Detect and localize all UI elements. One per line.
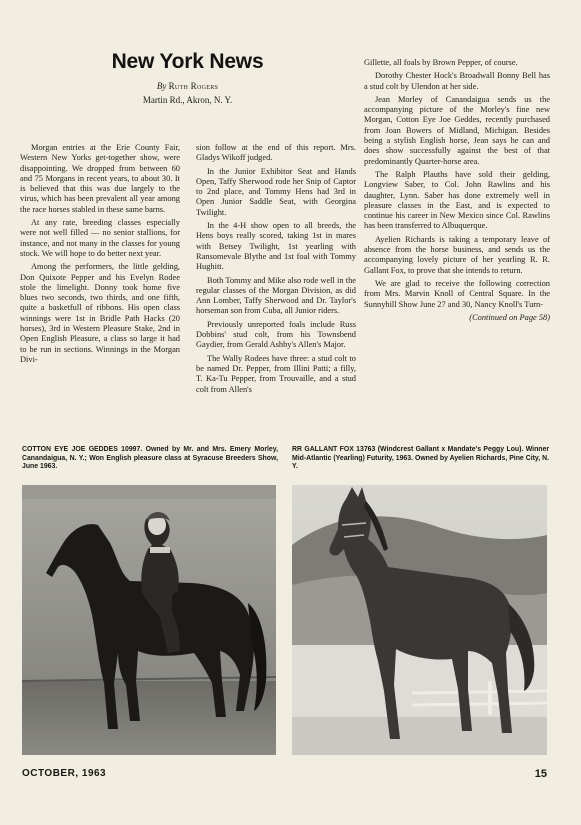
byline [20, 80, 355, 92]
issue-date: OCTOBER, 1963 [22, 768, 107, 779]
photo-caption-left: COTTON EYE JOE GEDDES 10997. Owned by Mr. and Mrs. Emery Morley, Canandaigua, N. Y.; Won English pleasure class at Syracuse Breeders Show, June 1963. [22, 446, 278, 471]
paragraph: Previously unreported foals include Russ Dobbins' stud colt, from his Townsbend Gaydier, from Gerald Ashby's Allen's Major. [196, 319, 356, 350]
continued-note: (Continued on Page 58) [469, 312, 550, 322]
paragraph: The Wally Rodees have three: a stud colt to be named Dr. Pepper, from Illini Patti; a filly, T. Ka-Tu Pepper, from Trouvaille, and a stud colt from Allen's [196, 353, 356, 394]
paragraph: Among the performers, the little gelding, Don Quixote Pepper and his Evelyn Rodee stole the limelight. Donny took home five blues two seconds, two thirds, and one fifth, quite a basketfull of ribbons. His open class winnings were 1st in Bridle Path Hacks (20 horses), 3rd in Western Pleasure Stake, 2nd in Open English Pleasure, a class so large it had to be run in sections. Winnings in the Morgan Divi- [20, 262, 180, 364]
horse-photo [292, 485, 547, 755]
paragraph: We are glad to receive the following correction from Mrs. Marvin Knoll of Central Square. In the Sunnyhill Show June 27 and 30, Nancy Knoll's Turn- [364, 278, 550, 309]
horse-rider-photo [22, 485, 276, 755]
article-header [20, 50, 355, 106]
paragraph: In the Junior Exhibitor Seat and Hands Open, Taffy Sherwood rode her Snip of Captor to 2nd place, and Tommy Hens had 3rd in Open Junior Saddle Seat, with Georgina Twilight. [196, 166, 356, 217]
page-number: 15 [534, 768, 547, 780]
author-address: Martin Rd., Akron, N. Y. [142, 95, 233, 105]
paragraph: Both Tommy and Mike also rode well in the regular classes of the Morgan Division, as did Ann Lomber, Taffy Sherwood and Dr. Taylor's horseman son from Cuba, all Junior riders. [196, 275, 356, 316]
text-column-1 [20, 143, 180, 368]
paragraph: Jean Morley of Canandaigua sends us the accompanying picture of the Morley's fine new Morgan, Cotton Eye Joe Geddes, recently purchased from Joan Bowers of Midland, Michigan. Besides being a stylish English horse, Jean says he can and does show successfully against the best of that predominantly Quarter-horse area. [364, 94, 550, 166]
paragraph: Ayelien Richards is taking a temporary leave of absence from the horse business, and sends us the accompanying lovely picture of her yearling R. R. Gallant Fox, to prove that she intends to return. [364, 234, 550, 275]
byline-prefix: By [156, 81, 167, 91]
paragraph: The Ralph Plauths have sold their gelding, Longview Saber, to Col. John Rawlins and his daughter, Lynn. Saber has done extremely well in pleasure classes in the East, and is expected to continue his career in New Mexico since Col. Rawlins has been transferred to Albuquerque. [364, 169, 550, 231]
paragraph: sion follow at the end of this report. Mrs. Gladys Wikoff judged. [196, 143, 356, 163]
paragraph: In the 4-H show open to all breeds, the Hens boys really scored, taking 1st in mares with Betsey Twilight, 1st yearling with Ransomevale Blythe and 1st foal with Tommy Hughitt. [196, 221, 356, 272]
paragraph: At any rate, breeding classes especially were not well filled — no senior stallions, for instance, and not many in the classes for young stock. We will hope to do better next year. [20, 218, 180, 258]
author-name: Ruth Rogers [168, 81, 219, 91]
photo-caption-right: RR GALLANT FOX 13763 (Windcrest Gallant x Mandate's Peggy Lou). Winner Mid-Atlantic (Yearling) Futurity, 1963. Owned by Ayelien Richards, Pine City, N. Y. [292, 446, 549, 471]
paragraph: Dorothy Chester Hock's Broadwall Bonny Bell has a stud colt by Ulendon at her side. [364, 71, 550, 91]
text-column-2 [196, 143, 356, 398]
text-column-3 [364, 58, 550, 326]
article-title: New York News [111, 50, 264, 73]
paragraph: Morgan entries at the Erie County Fair, Western New Yorks get-together show, were disappointing. We dropped from between 60 and 75 Morgans in recent years, to about 30. It is believed that this was due largely to the virus, which has been prevalent all year among the race horses stabled in these same barns. [20, 143, 180, 214]
paragraph: Gillette, all foals by Brown Pepper, of course. [364, 58, 518, 67]
